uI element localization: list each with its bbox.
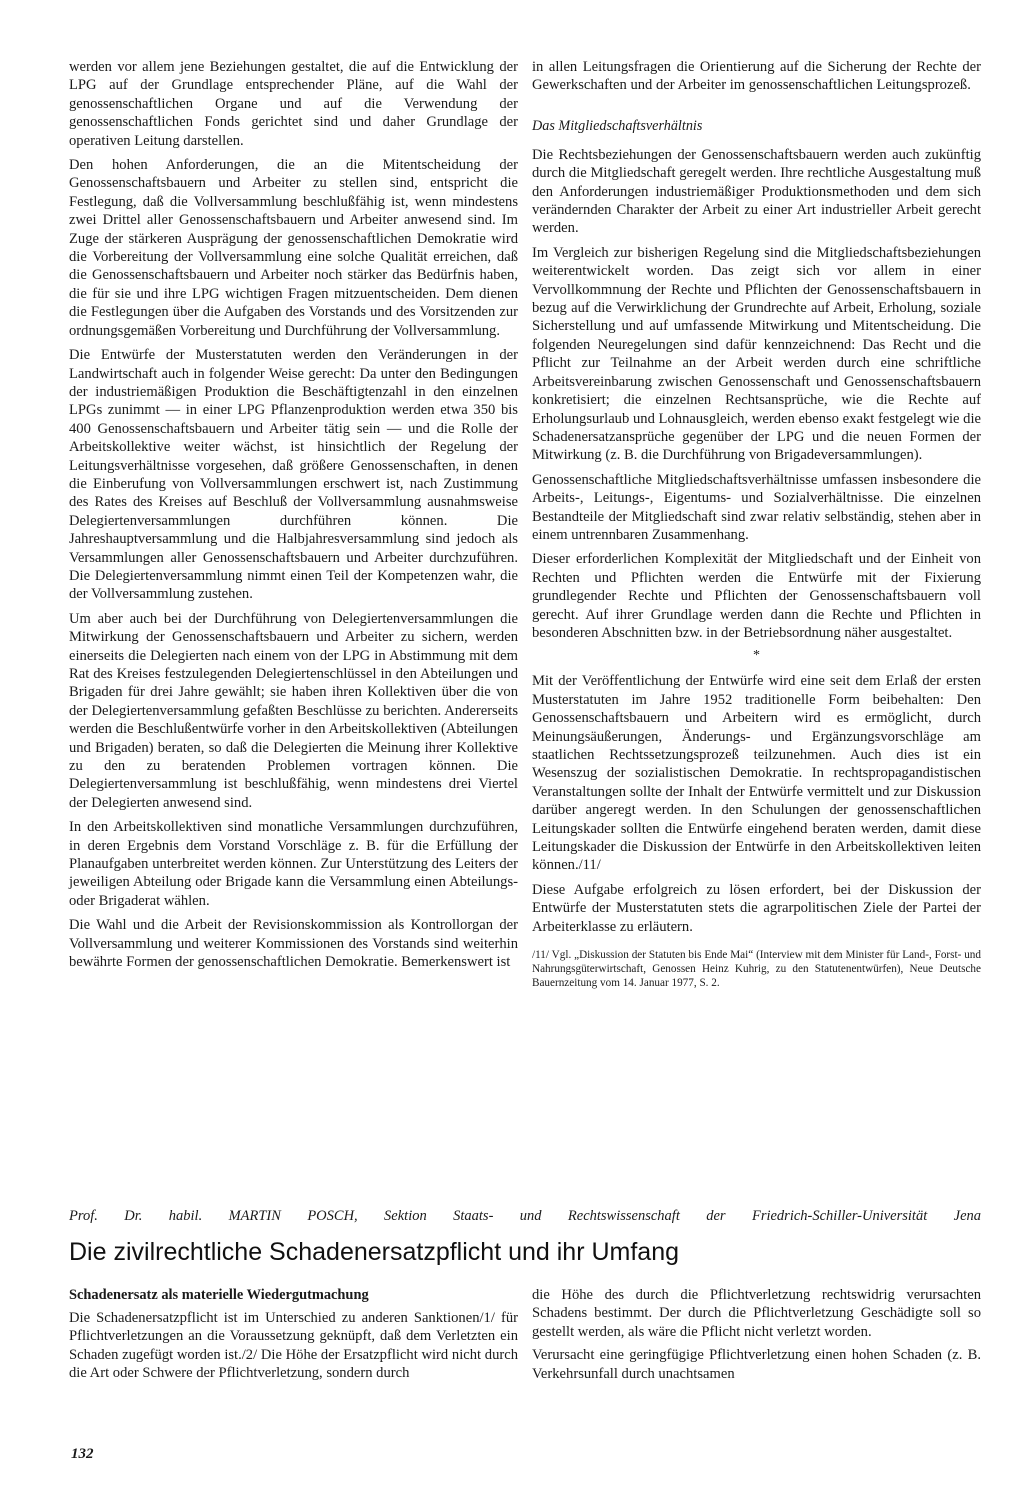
paragraph: die Höhe des durch die Pflichtverletzung rechtswidrig verursachten Schadens bestimmt. Der durch die Pflichtverletzung Geschädigte soll so gestellt werden, als wäre die Pflicht nicht verletzt worden. [532,1287,981,1340]
paragraph: Die Wahl und die Arbeit der Revisionskommission als Kontrollorgan der Vollversammlung und weiterer Kommissionen des Vorstands sind weiterhin bewährte Formen der genossenschaftlichen Demokratie. Bemerkenswert ist [69,917,518,971]
paragraph: Im Vergleich zur bisherigen Regelung sind die Mitgliedschaftsbeziehungen weiterentwickelt worden. Das zeigt sich vor allem in einer Vervollkommnung der Rechte und Pflichten der Genossenschaftsbauern in bezug auf die Verwirklichung der Grundrechte auf Arbeit, Erholung, soziale Sicherstellung und auf umfassende Mitwirkung und Mitentscheidung. Die folgenden Neuregelungen sind dafür kennzeichnend: Das Recht und die Pflicht zur Teilnahme an der Arbeit werden durch eine schriftliche Arbeitsvereinbarung zwischen Genossenschaft und Genossenschaftsbauern konkretisiert; die einzelnen Rechtsansprüche, wie die Rechte auf Erholungsurlaub und Lohnausgleich, werden ebenso exakt festgelegt wie die Schadenersatzansprüche gegenüber der LPG und die neuen Formen der Mitwirkung (z. B. die Durchführung von Brigadeversammlungen). [532,244,981,464]
paragraph: Die Rechtsbeziehungen der Genossenschaftsbauern werden auch zukünftig durch die Mitgliedschaft geregelt werden. Ihre rechtliche Ausgestaltung muß den Anforderungen industriemäßiger Produktionsmethoden und dem sich verändernden Charakter der Arbeit zu einer Art industrieller Arbeit gerecht werden. [532,146,981,237]
author-byline: Prof. Dr. habil. MARTIN POSCH, Sektion Staats- und Rechtswissenschaft der Friedrich-Schiller-Universität Jena [69,1208,981,1224]
paragraph: Diese Aufgabe erfolgreich zu lösen erfordert, bei der Diskussion der Entwürfe der Musterstatuten stets die agrarpolitischen Ziele der Partei der Arbeiterklasse zu erläutern. [532,881,981,935]
paragraph: Dieser erforderlichen Komplexität der Mitgliedschaft und der Einheit von Rechten und Pflichten werden die Entwürfe mit der Fixierung grundlegender Rechte und Pflichten der Genossenschaftsbauern voll gerecht. Auf ihrer Grundlage werden dann die Rechte und Pflichten in besonderen Abschnitten bzw. in der Betriebsordnung näher ausgestaltet. [532,551,981,641]
paragraph: Die Entwürfe der Musterstatuten werden den Veränderungen in der Landwirtschaft auch in folgender Weise gerecht: Da unter den Bedingungen der industriemäßigen Produktion die Beschäftigtenzahl in den einzelnen LPGs zunimmt — in einer LPG Pflanzenproduktion werden etwa 350 bis 400 Genossenschaftsbauern und Arbeiter tätig sein — und die Rolle der Arbeitskollektive weiter wächst, ist hinsichtlich der Regelung der Leitungsverhältnisse vorgesehen, daß größere Genossenschaften, in denen die Einberufung von Vollversammlungen erschwert ist, nach Zustimmung des Rates des Kreises auf Beschluß der Vollversammlung ausnahmsweise Delegiertenversammlungen durchführen können. Die Jahreshauptversammlung und die Halbjahresversammlung sind jedoch als Versammlungen aller Genossenschaftsbauern und Arbeiter durchzuführen. Die Delegiertenversammlung nimmt einen Teil der Kompetenzen wahr, die der Vollversammlung zustehen. [69,347,518,603]
new-article-columns [69,1286,981,1436]
article-title: Die zivilrechtliche Schadenersatzpflicht und ihr Umfang [69,1238,680,1266]
paragraph: Um aber auch bei der Durchführung von Delegiertenversammlungen die Mitwirkung der Genossenschaftsbauern und Arbeiter zu sichern, werden einerseits die Delegierten nach einem von der LPG in Abstimmung mit dem Rat des Kreises festzulegenden Delegiertenschlüssel in den Abteilungen und Brigaden für drei Jahre gewählt; sie haben ihren Kollektiven über die von der Delegiertenversammlung gefaßten Beschlüsse zu berichten. Andererseits werden die Beschlußentwürfe vorher in den Arbeitskollektiven (Abteilungen und Brigaden) beraten, so daß die Delegierten die Meinung ihrer Kollektive zu den zu beratenden Problemen vortragen können. Die Delegiertenversammlung ist beschlußfähig, wenn mindestens drei Viertel der Delegierten anwesend sind. [69,610,518,811]
footnote: /11/ Vgl. „Diskussion der Statuten bis Ende Mai“ (Interview mit dem Minister für Land-, Forst- und Nahrungsgüterwirtschaft, Genossen Heinz Kuhrig, zu den Statutenentwürfen), Neue Deutsche Bauernzeitung vom 14. Januar 1977, S. 2. [532,949,981,990]
paragraph: Genossenschaftliche Mitgliedschaftsverhältnisse umfassen insbesondere die Arbeits-, Leitungs-, Eigentums- und Sozialverhältnisse. Die einzelnen Bestandteile der Mitgliedschaft sind zwar relativ selbständig, stehen aber in einem untrennbaren Zusammenhang. [532,471,981,543]
right-column [532,1286,981,1436]
paragraph: werden vor allem jene Beziehungen gestaltet, die auf die Entwicklung der LPG auf der Grundlage entsprechender Pläne, auf die Wahl der genossenschaftlichen Organe und auf die Verwendung der genossenschaftlichen Fonds gerichtet sind und daher Grundlage der operativen Leitung darstellen. [69,59,518,149]
right-column [532,58,981,1168]
top-article-columns [69,58,981,1168]
section-separator: * [753,648,760,664]
left-column [69,58,518,1168]
section-subheading: Das Mitgliedschaftsverhältnis [532,117,703,134]
paragraph: Mit der Veröffentlichung der Entwürfe wird eine seit dem Erlaß der ersten Musterstatuten im Jahre 1952 traditionelle Form beibehalten: Den Genossenschaftsbauern und Arbeitern wird es ermöglicht, durch Meinungsäußerungen, Änderungs- und Ergänzungsvorschläge am staatlichen Rechtssetzungsprozeß teilzunehmen. Auch dies ist ein Wesenszug der sozialistischen Demokratie. In rechtspropagandistischen Veranstaltungen sollte der Inhalt der Entwürfe vermittelt und zur Diskussion darüber angeregt werden. In den Schulungen der genossenschaftlichen Leitungskader sollten die Entwürfe eingehend beraten werden, damit diese Leitungskader die Diskussion der Entwürfe in den Arbeitskollektiven leiten können./11/ [532,673,981,874]
paragraph: Verursacht eine geringfügige Pflichtverletzung einen hohen Schaden (z. B. Verkehrsunfall durch unachtsamen [532,1347,981,1382]
section-subheading: Schadenersatz als materielle Wiedergutmachung [69,1287,369,1303]
paragraph: In den Arbeitskollektiven sind monatliche Versammlungen durchzuführen, in deren Ergebnis dem Vorstand Vorschläge z. B. für die Erfüllung der Planaufgaben unterbreitet werden können. Zur Unterstützung des Leiters der jeweiligen Abteilung oder Brigade kann die Versammlung einen Abteilungs- oder Brigaderat wählen. [69,819,518,909]
paragraph: Die Schadenersatzpflicht ist im Unterschied zu anderen Sanktionen/1/ für Pflichtverletzungen an die Voraussetzung geknüpft, daß dem Verletzten ein Schaden zugefügt worden ist./2/ Die Höhe der Ersatzpflicht wird nicht durch die Art oder Schwere der Pflichtverletzung, sondern durch [69,1310,518,1382]
paragraph: Den hohen Anforderungen, die an die Mitentscheidung der Genossenschaftsbauern und Arbeiter zu stellen sind, entspricht die Festlegung, daß die Vollversammlung beschlußfähig ist, wenn mindestens zwei Drittel aller Genossenschaftsbauern und Arbeiter anwesend sind. Im Zuge der stärkeren Ausprägung der genossenschaftlichen Demokratie wird die Vorbereitung der Vollversammlung eine solche Qualität erreichen, daß die Genossenschaftsbauern und Arbeiter noch stärker das Bedürfnis haben, die für sie und ihre LPG wichtigen Fragen mitzuentscheiden. Dem dienen die Festlegungen über die Aufgaben des Vorstands und des Vorsitzenden zur ordnungsgemäßen Vorbereitung und Durchführung der Vollversammlung. [69,157,518,339]
paragraph: in allen Leitungsfragen die Orientierung auf die Sicherung der Rechte der Gewerkschaften und der Arbeiter im genossenschaftlichen Leitungsprozeß. [532,59,981,94]
page-number: 132 [71,1446,94,1462]
left-column [69,1286,518,1436]
